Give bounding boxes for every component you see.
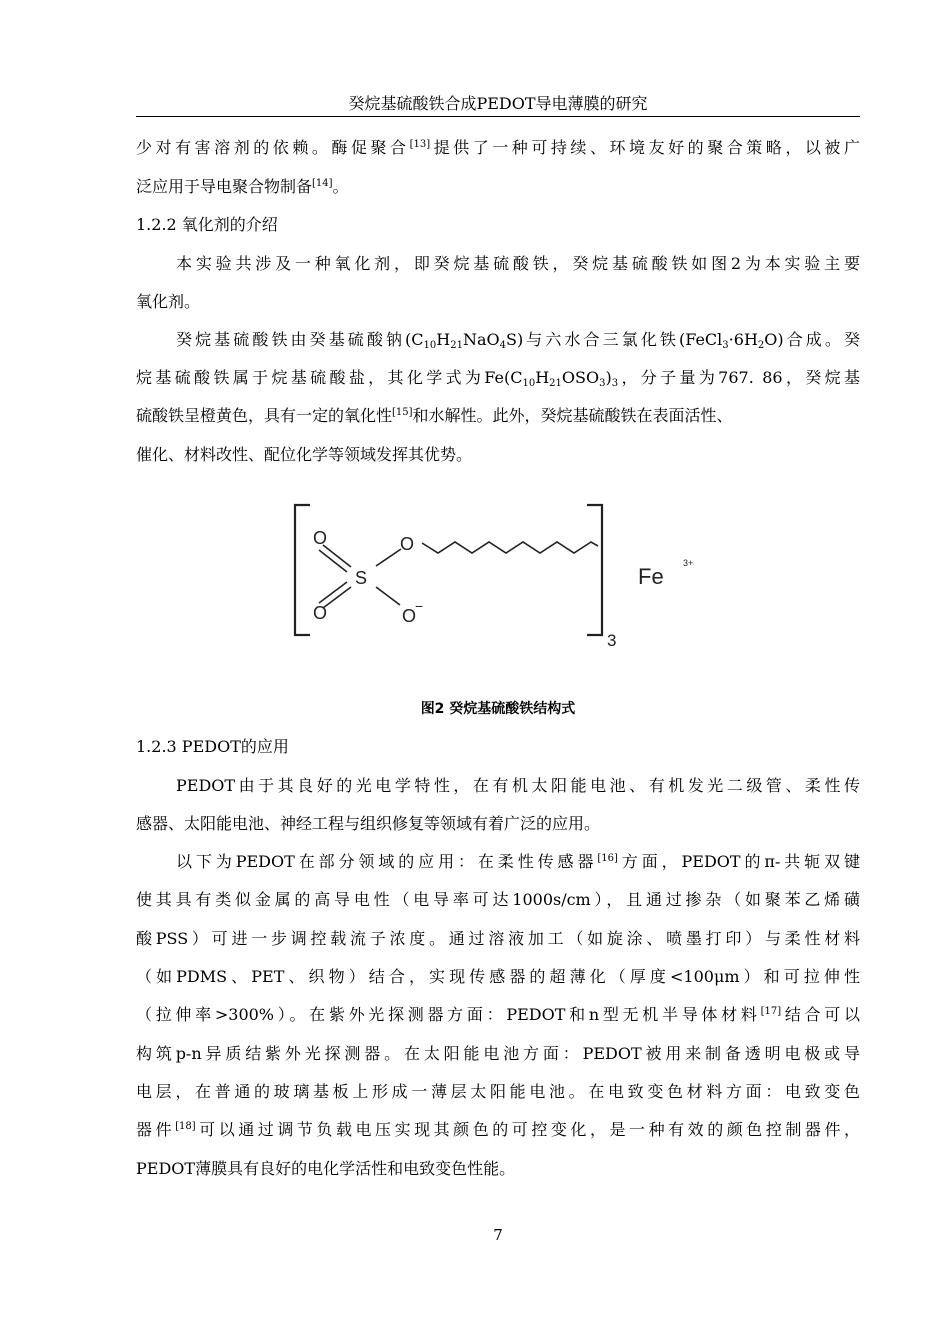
right-bracket [587,505,602,635]
paragraph-line: 少对有害溶剂的依赖。酶促聚合[13]提供了一种可持续、环境友好的聚合策略，以被广 [136,138,860,157]
left-bracket [295,505,310,635]
citation: [15] [392,407,413,418]
citation: [18] [175,1121,196,1132]
paragraph-line: 氧化剂。 [136,292,201,311]
atom-oxygen: O [313,528,328,548]
paragraph-line: 以下为PEDOT在部分领域的应用：在柔性传感器[16]方面，PEDOT的π-共轭双键 [176,852,860,871]
bond-s-o-minus [376,587,400,605]
paragraph-line: （拉伸率>300%）。在紫外光探测器方面：PEDOT和n型无机半导体材料[17]结合可以 [136,1005,860,1024]
paragraph-line: 感器、太阳能电池、神经工程与组织修复等领域有着广泛的应用。 [136,814,601,833]
page-number: 7 [493,1226,503,1244]
paragraph-line: 泛应用于导电聚合物制备[14]。 [136,177,349,196]
paragraph-line: 电层，在普通的玻璃基板上形成一薄层太阳能电池。在电致变色材料方面：电致变色 [136,1082,860,1101]
section-heading-1-2-3: 1.2.3 PEDOT的应用 [136,737,289,756]
atom-oxygen: O [313,603,328,623]
decyl-chain [422,542,598,553]
paragraph-line: 酸PSS）可进一步调控载流子浓度。通过溶液加工（如旋涂、喷墨打印）与柔性材料 [136,929,860,948]
paragraph-line: 构筑p-n异质结紫外光探测器。在太阳能电池方面：PEDOT被用来制备透明电极或导 [136,1044,860,1063]
citation: [14] [312,178,333,189]
paragraph-line: PEDOT薄膜具有良好的电化学活性和电致变色性能。 [136,1159,516,1178]
paragraph-line: 癸烷基硫酸铁由癸基硫酸钠$(C_{10}H_{21}NaO_4S)$与六水合三氯化铁$(FeCl_3\cdot 6H_2O)$合成。癸 [176,330,860,351]
section-heading-1-2-2: 1.2.2 氧化剂的介绍 [136,215,278,234]
structure-figure [280,495,720,655]
iron-ion: Fe [638,564,664,589]
figure-caption: 图2 癸烷基硫酸铁结构式 [420,701,576,717]
paragraph-line: 烷基硫酸铁属于烷基硫酸盐，其化学式为$Fe(C_{10}H_{21}OSO_3)_3$，分子量为767. 86，癸烷基 [136,368,860,389]
paragraph-line: 硫酸铁呈橙黄色，具有一定的氧化性[15]和水解性。此外，癸烷基硫酸铁在表面活性、 [136,406,733,425]
atom-oxygen: O [400,534,415,554]
running-header: 癸烷基硫酸铁合成PEDOT导电薄膜的研究 [348,94,648,113]
paragraph-line: 器件[18]可以通过调节负载电压实现其颜色的可控变化，是一种有效的颜色控制器件， [136,1120,860,1139]
negative-charge: − [415,598,424,614]
paragraph-line: PEDOT由于其良好的光电学特性，在有机太阳能电池、有机发光二级管、柔性传 [176,776,860,795]
citation: [17] [760,1006,782,1017]
paragraph-line: 使其具有类似金属的高导电性（电导率可达1000s/cm），且通过掺杂（如聚苯乙烯磺 [136,890,860,909]
atom-sulfur: S [355,568,368,588]
paragraph-line: （如PDMS、PET、织物）结合，实现传感器的超薄化（厚度<100μm）和可拉伸性 [136,967,860,986]
atom-oxygen: O [402,606,417,626]
citation: [16] [597,853,618,864]
bond-s-o-chain [376,549,401,566]
paragraph-line: 本实验共涉及一种氧化剂，即癸烷基硫酸铁，癸烷基硫酸铁如图2为本实验主要 [176,254,860,273]
citation: [13] [409,139,431,150]
header-rule [136,116,860,117]
iron-charge: 3+ [683,558,694,568]
bracket-subscript: 3 [607,631,617,650]
paragraph-line: 催化、材料改性、配位化学等领域发挥其优势。 [136,445,473,464]
